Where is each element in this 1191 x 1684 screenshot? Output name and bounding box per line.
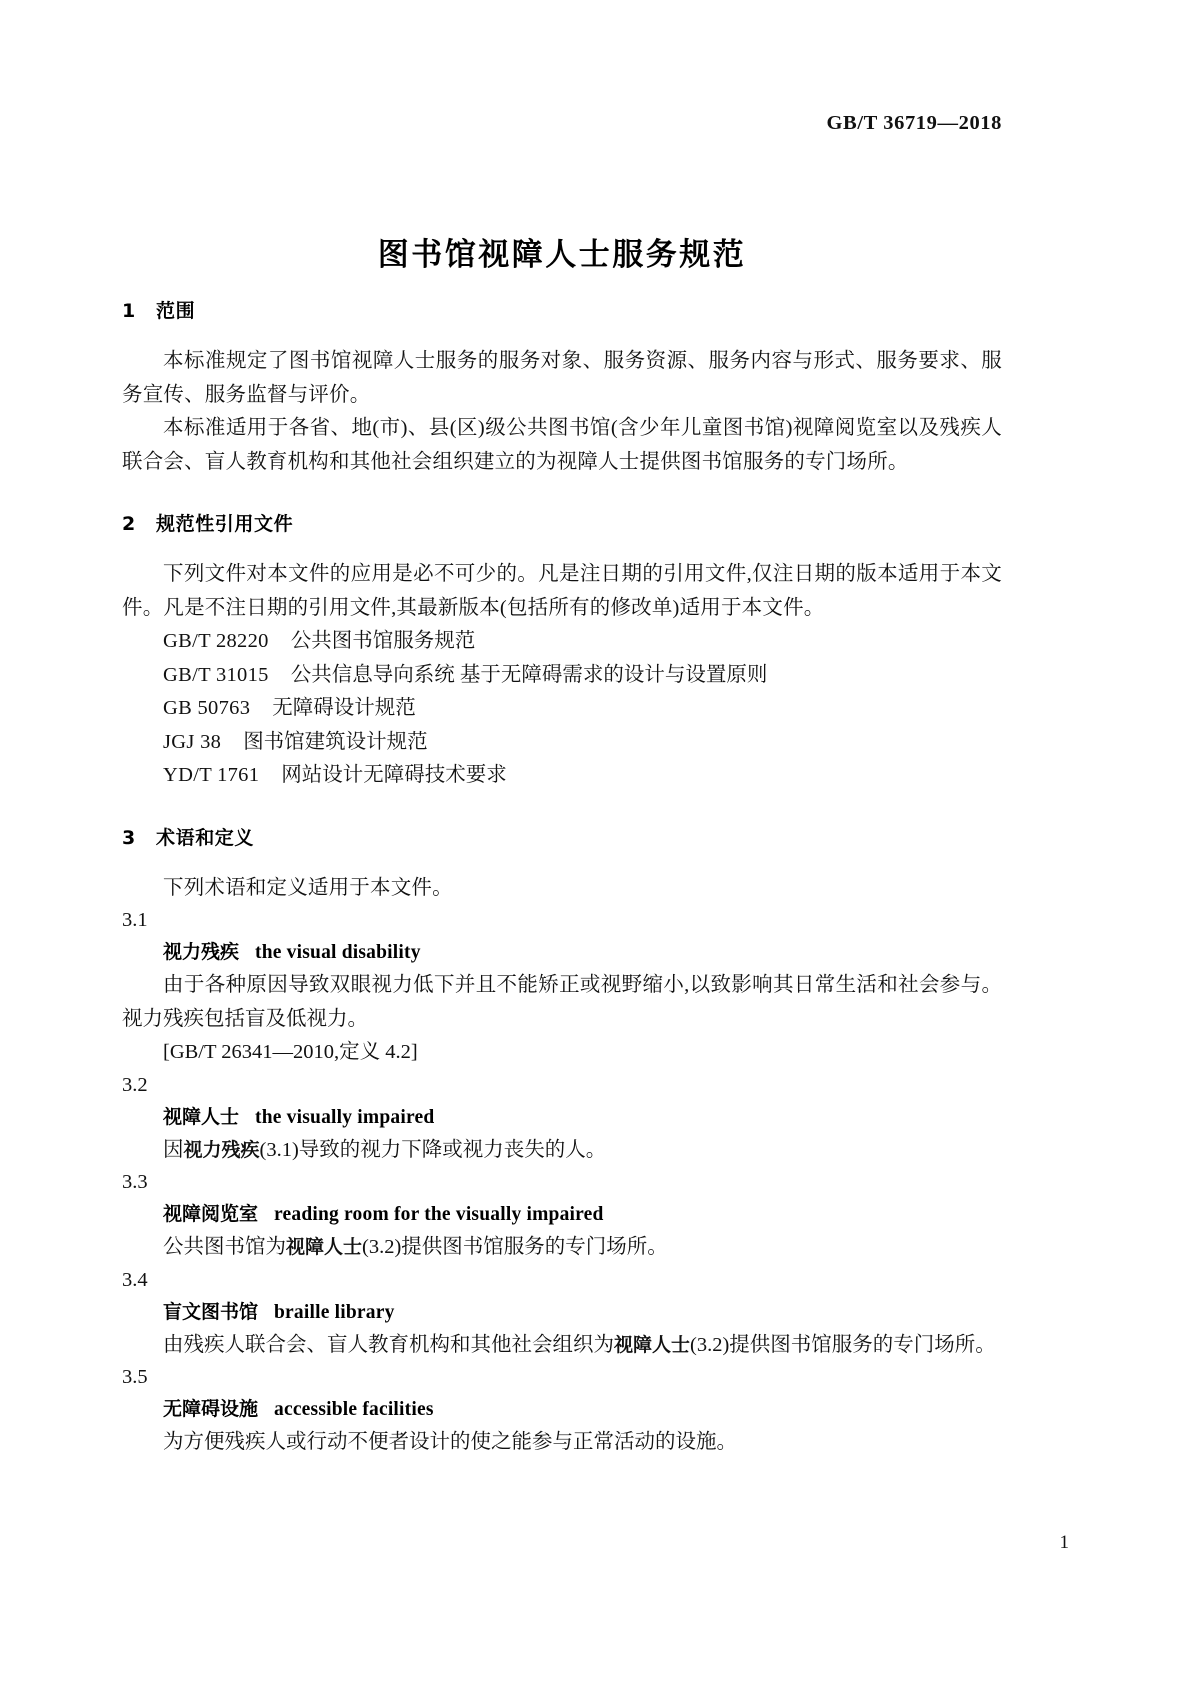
term-number-3-4: 3.4 <box>122 1268 148 1291</box>
term-number-3-3: 3.3 <box>122 1171 148 1193</box>
term-name-3-5 <box>122 1393 1002 1426</box>
reference-name-1: 公共图书馆服务规范 <box>290 630 476 652</box>
section-number-1: 1 <box>122 300 136 322</box>
term-number-3-1: 3.1 <box>122 909 148 931</box>
term-name-3-4 <box>122 1296 1002 1329</box>
term-definition-3-5: 为方便残疾人或行动不便者设计的使之能参与正常活动的设施。 <box>163 1431 737 1453</box>
term-name-en-3-1: the visual disability <box>255 942 421 963</box>
page-number: 1 <box>1059 1532 1069 1553</box>
section-title-3: 术语和定义 <box>156 826 255 849</box>
term-name-en-3-4: braille library <box>274 1301 395 1323</box>
term-name-zh-3-4: 盲文图书馆 <box>163 1300 259 1323</box>
running-header-standard-id: GB/T 36719—2018 <box>826 112 1002 134</box>
term-name-3-3 <box>122 1198 1002 1231</box>
normative-reference-1 <box>122 625 1002 659</box>
term-name-zh-3-1: 视力残疾 <box>163 941 240 963</box>
term-name-en-3-3: reading room for the visually impaired <box>274 1204 604 1225</box>
section-heading-2 <box>122 509 1002 536</box>
section-number-3: 3 <box>122 826 136 849</box>
term-number-3-2: 3.2 <box>122 1073 148 1096</box>
term-name-en-3-5: accessible facilities <box>274 1399 434 1420</box>
term-def-prefix-3-4: 由残疾人联合会、盲人教育机构和其他社会组织为 <box>163 1333 614 1356</box>
section-number-2: 2 <box>122 513 136 535</box>
reference-code-2: GB/T 31015 <box>163 663 269 686</box>
section-2-paragraph-1: 下列文件对本文件的应用是必不可少的。凡是注日期的引用文件,仅注日期的版本适用于本文件。凡是不注日期的引用文件,其最新版本(包括所有的修改单)适用于本文件。 <box>122 563 1002 619</box>
term-definition-3-4 <box>122 1329 1002 1363</box>
section-heading-3 <box>122 823 1002 850</box>
term-name-3-1 <box>122 936 1002 969</box>
term-name-zh-3-3: 视障阅览室 <box>163 1203 259 1225</box>
term-source-3-1: [GB/T 26341—2010,定义 4.2] <box>163 1041 418 1063</box>
reference-name-5: 网站设计无障碍技术要求 <box>281 764 507 786</box>
term-name-en-3-2: the visually impaired <box>255 1106 435 1128</box>
term-def-suffix-3-2: (3.1)导致的视力下降或视力丧失的人。 <box>259 1138 607 1161</box>
section-1-paragraph-1: 本标准规定了图书馆视障人士服务的服务对象、服务资源、服务内容与形式、服务要求、服务宣传、服务监督与评价。 <box>122 350 1002 406</box>
normative-reference-3 <box>122 692 1002 726</box>
term-name-zh-3-2: 视障人士 <box>163 1105 240 1128</box>
term-crossref-3-2: 视力残疾 <box>183 1138 260 1161</box>
reference-code-1: GB/T 28220 <box>163 630 269 652</box>
term-name-3-2 <box>122 1101 1002 1134</box>
term-def-prefix-3-2: 因 <box>163 1138 184 1161</box>
document-title: 图书馆视障人士服务规范 <box>377 236 747 273</box>
document-body <box>122 296 1002 1460</box>
section-title-2: 规范性引用文件 <box>156 513 294 535</box>
reference-name-3: 无障碍设计规范 <box>272 697 416 719</box>
reference-code-4: JGJ 38 <box>163 730 222 753</box>
section-3-paragraph-1: 下列术语和定义适用于本文件。 <box>163 876 453 899</box>
reference-name-2: 公共信息导向系统 基于无障碍需求的设计与设置原则 <box>290 663 768 686</box>
section-1-paragraph-2: 本标准适用于各省、地(市)、县(区)级公共图书馆(含少年儿童图书馆)视障阅览室以及残疾人联合会、盲人教育机构和其他社会组织建立的为视障人士提供图书馆服务的专门场所。 <box>122 417 1002 473</box>
section-heading-1 <box>122 296 1002 323</box>
term-def-prefix-3-3: 公共图书馆为 <box>163 1236 286 1258</box>
normative-reference-5 <box>122 759 1002 793</box>
term-definition-3-2 <box>122 1134 1002 1168</box>
reference-code-5: YD/T 1761 <box>163 764 260 786</box>
normative-reference-2 <box>122 659 1002 693</box>
term-definition-3-1: 由于各种原因导致双眼视力低下并且不能矫正或视野缩小,以致影响其日常生活和社会参与。视力残疾包括盲及低视力。 <box>122 974 1002 1030</box>
reference-name-4: 图书馆建筑设计规范 <box>243 730 428 753</box>
term-crossref-3-3: 视障人士 <box>286 1236 363 1258</box>
term-name-zh-3-5: 无障碍设施 <box>163 1398 259 1420</box>
term-number-3-5: 3.5 <box>122 1366 148 1388</box>
term-def-suffix-3-4: (3.2)提供图书馆服务的专门场所。 <box>690 1333 996 1356</box>
term-crossref-3-4: 视障人士 <box>614 1333 691 1356</box>
reference-code-3: GB 50763 <box>163 697 251 719</box>
normative-reference-4 <box>122 726 1002 760</box>
term-definition-3-3 <box>122 1231 1002 1265</box>
section-title-1: 范围 <box>156 300 196 322</box>
term-def-suffix-3-3: (3.2)提供图书馆服务的专门场所。 <box>362 1236 668 1258</box>
